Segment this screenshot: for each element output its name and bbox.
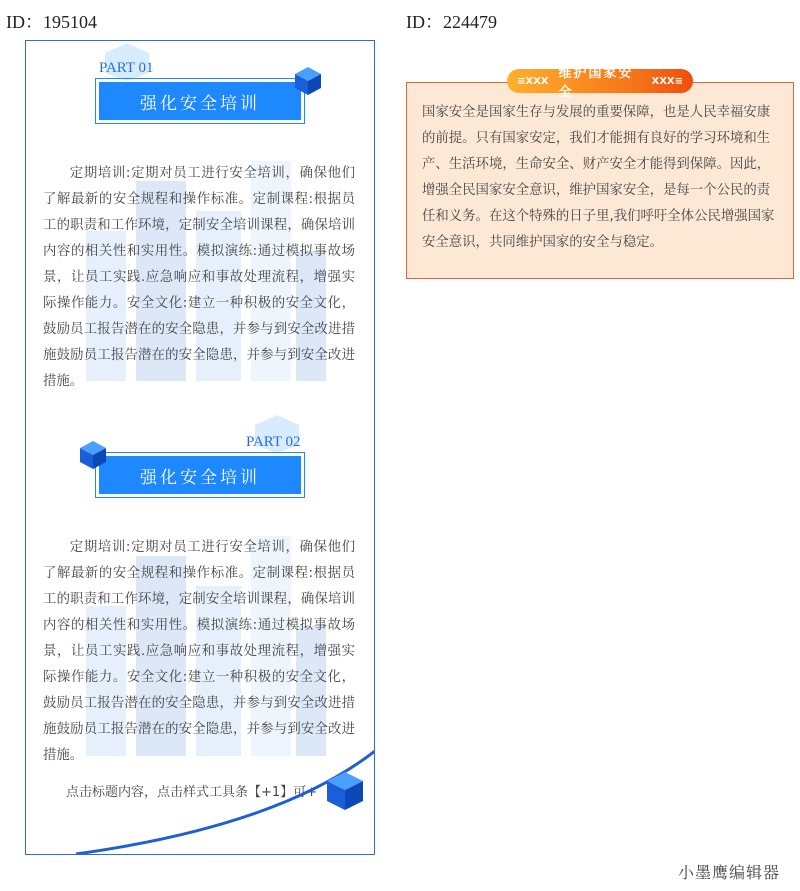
part-label: PART 01 [99,60,154,76]
national-security-body: 国家安全是国家生存与发展的重要保障，也是人民幸福安康的前提。只有国家安定，我们才能拥有良好的学习环境和生产、生活环境，生命安全、财产安全才能得到保障。因此，增强全民国家安全意识，维护国家安全，是每一个公民的责任和义务。在这个特殊的日子里,我们呼吁全体公民增强国家安全意识，共同维护国家的安全与稳定。 [422,105,775,250]
badge-title: 维护国家安全 [558,66,634,100]
national-security-badge[interactable] [507,66,693,100]
section-title: 强化安全培训 [99,82,301,120]
swoosh-deco [26,41,375,854]
template-id-right: ID：224479 [406,12,497,32]
badge-deco-right: XXX≡ [651,75,683,87]
cube-icon [326,771,364,811]
editing-hint: 点击标题内容，点击样式工具条【+1】可+ [66,785,318,800]
part-label: PART 02 [246,434,301,450]
safety-training-card[interactable] [25,40,375,855]
badge-deco-left: ≡XXX [517,75,549,87]
section-title: 强化安全培训 [99,456,301,494]
editor-brand: 小墨鹰编辑器 [678,863,781,882]
section-body: 定期培训:定期对员工进行安全培训，确保他们了解最新的安全规程和操作标准。定制课程:根据员工的职责和工作环境，定制安全培训课程，确保培训内容的相关性和实用性。模拟演练:通过模拟事故场景，让员工实践.应急响应和事故处理流程，增强实际操作能力。安全文化:建立一种积极的安全文化，鼓励员工报告潜在的安全隐患，并参与到安全改进措施鼓励员工报告潜在的安全隐患，并参与到安全改进措施。 [43,166,355,389]
template-id-left: ID：195104 [6,12,97,32]
section-body: 定期培训:定期对员工进行安全培训，确保他们了解最新的安全规程和操作标准。定制课程:根据员工的职责和工作环境，定制安全培训课程，确保培训内容的相关性和实用性。模拟演练:通过模拟事故场景，让员工实践.应急响应和事故处理流程，增强实际操作能力。安全文化:建立一种积极的安全文化，鼓励员工报告潜在的安全隐患，并参与到安全改进措施鼓励员工报告潜在的安全隐患，并参与到安全改进措施。 [43,540,355,763]
national-security-card[interactable] [406,82,794,279]
